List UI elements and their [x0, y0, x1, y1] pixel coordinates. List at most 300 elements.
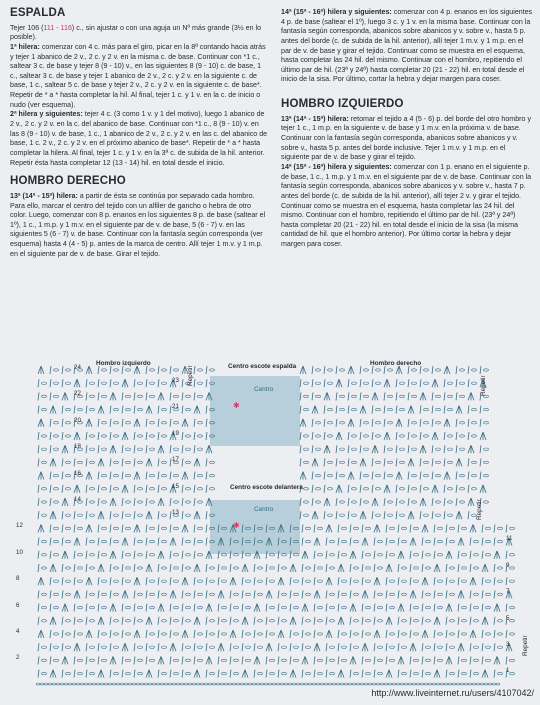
dc-stitch — [242, 577, 243, 585]
foundation-chain — [456, 683, 460, 685]
dc-stitch — [506, 630, 507, 638]
chain-stitch — [354, 620, 359, 622]
fan-stitch — [122, 432, 128, 440]
foundation-chain — [184, 683, 188, 685]
chain-stitch — [424, 461, 429, 463]
chain-stitch — [426, 672, 431, 674]
dc-stitch — [396, 432, 397, 440]
dc-stitch — [134, 538, 135, 546]
dc-stitch — [446, 590, 447, 598]
dc-stitch — [372, 432, 373, 440]
chain-stitch — [304, 395, 309, 397]
foundation-chain — [380, 683, 384, 685]
dc-stitch — [470, 656, 471, 664]
dc-stitch — [372, 485, 373, 493]
foundation-chain — [276, 683, 280, 685]
dc-stitch — [146, 485, 147, 493]
foundation-chain — [472, 683, 476, 685]
fan-stitch — [408, 458, 414, 466]
fan-stitch — [86, 419, 92, 427]
fan-stitch — [182, 577, 188, 585]
fan-stitch — [326, 630, 332, 638]
dc-stitch — [444, 392, 445, 400]
dc-stitch — [122, 604, 123, 612]
fan-stitch — [494, 604, 500, 612]
dc-stitch — [170, 511, 171, 519]
chain-stitch — [90, 540, 95, 542]
chain-stitch — [42, 567, 47, 569]
chain-stitch — [210, 593, 215, 595]
chain-stitch — [138, 408, 143, 410]
dc-stitch — [158, 524, 159, 532]
chain-stitch — [364, 395, 369, 397]
chain-stitch — [316, 422, 321, 424]
dc-stitch — [420, 406, 421, 414]
dc-stitch — [110, 590, 111, 598]
dc-stitch — [62, 472, 63, 480]
chain-stitch — [102, 488, 107, 490]
dc-stitch — [50, 485, 51, 493]
chain-stitch — [400, 501, 405, 503]
chain-stitch — [390, 633, 395, 635]
dc-stitch — [134, 617, 135, 625]
dc-stitch — [336, 498, 337, 506]
dc-stitch — [182, 485, 183, 493]
dc-stitch — [38, 643, 39, 651]
dc-stitch — [242, 643, 243, 651]
chain-stitch — [126, 501, 131, 503]
fan-stitch — [326, 524, 332, 532]
dc-stitch — [468, 485, 469, 493]
dc-stitch — [254, 564, 255, 572]
dc-stitch — [50, 604, 51, 612]
chain-stitch — [210, 369, 215, 371]
dc-stitch — [134, 511, 135, 519]
chain-stitch — [174, 527, 179, 529]
chain-stitch — [342, 606, 347, 608]
chain-stitch — [448, 514, 453, 516]
chain-stitch — [306, 593, 311, 595]
dc-stitch — [384, 511, 385, 519]
fan-stitch — [86, 630, 92, 638]
chain-stitch — [376, 514, 381, 516]
dc-stitch — [170, 577, 171, 585]
foundation-chain — [340, 683, 344, 685]
chain-stitch — [90, 488, 95, 490]
fan-stitch — [458, 643, 464, 651]
dc-stitch — [348, 511, 349, 519]
dc-stitch — [336, 406, 337, 414]
foundation-chain — [372, 683, 376, 685]
foundation-chain — [216, 683, 220, 685]
dc-stitch — [384, 419, 385, 427]
chain-stitch — [412, 382, 417, 384]
chain-stitch — [438, 633, 443, 635]
chain-stitch — [174, 620, 179, 622]
fan-stitch — [494, 551, 500, 559]
foundation-chain — [112, 683, 116, 685]
chain-stitch — [436, 514, 441, 516]
chain-stitch — [198, 395, 203, 397]
fan-stitch — [98, 670, 104, 678]
foundation-chain — [248, 683, 252, 685]
fan-stitch — [386, 670, 392, 678]
chain-stitch — [448, 382, 453, 384]
fan-stitch — [372, 445, 378, 453]
dc-stitch — [408, 419, 409, 427]
dc-stitch — [230, 590, 231, 598]
dc-stitch — [348, 432, 349, 440]
dc-stitch — [194, 472, 195, 480]
chain-stitch — [198, 580, 203, 582]
chain-stitch — [376, 488, 381, 490]
dc-stitch — [444, 511, 445, 519]
chain-stitch — [66, 422, 71, 424]
dc-stitch — [494, 643, 495, 651]
chain-stitch — [426, 659, 431, 661]
dc-stitch — [384, 458, 385, 466]
fan-stitch — [122, 379, 128, 387]
chain-stitch — [474, 540, 479, 542]
chain-stitch — [400, 514, 405, 516]
row-number: 19 — [172, 429, 179, 437]
fan-stitch — [98, 406, 104, 414]
dc-stitch — [146, 498, 147, 506]
chain-stitch — [354, 580, 359, 582]
chain-stitch — [484, 448, 489, 450]
chain-stitch — [448, 435, 453, 437]
chain-stitch — [294, 633, 299, 635]
dc-stitch — [396, 498, 397, 506]
fan-stitch — [482, 617, 488, 625]
chain-stitch — [54, 540, 59, 542]
dc-stitch — [314, 670, 315, 678]
dc-stitch — [324, 472, 325, 480]
chain-stitch — [352, 448, 357, 450]
fan-stitch — [470, 524, 476, 532]
dc-stitch — [206, 472, 207, 480]
dc-stitch — [110, 366, 111, 374]
chain-stitch — [114, 514, 119, 516]
dc-stitch — [422, 604, 423, 612]
foundation-chain — [88, 683, 92, 685]
foundation-chain — [252, 683, 256, 685]
dc-stitch — [456, 379, 457, 387]
fan-stitch — [242, 670, 248, 678]
chain-stitch — [222, 567, 227, 569]
row1-paragraph: 1ª hilera: comenzar con 4 c. más para el giro, picar en la 8ª contando hacia atrás y tejer 1 abanico de 2 v., 2 c. y 2 v. en la misma c. de base. Continuar con *1 c., saltear 3 c. de base y tejer 8 (9 - 10) v., en las siguientes 8 (9 - 10) c. de base, 1 c., saltear 3 c. de base y tejer 1 abanico de 2 v., 2 c. y 2 v. en la siguiente c. de base, 1 c., saltear 5 c. de base y tejer 2 v., 2 c. y 2 v. en la siguiente c. de base*. Repetir de * a * hasta completar la hil. Al final, tejer 1 c. y 1 v. en la c. de inicio o nudo (ver esquema). — [10, 42, 266, 109]
chain-stitch — [114, 567, 119, 569]
chain-stitch — [484, 422, 489, 424]
chain-stitch — [436, 369, 441, 371]
dc-stitch — [434, 590, 435, 598]
fan-stitch — [74, 538, 80, 546]
dc-stitch — [386, 656, 387, 664]
dc-stitch — [86, 379, 87, 387]
dc-stitch — [350, 630, 351, 638]
chain-stitch — [472, 461, 477, 463]
dc-stitch — [422, 551, 423, 559]
chain-stitch — [54, 422, 59, 424]
repetir-right-top: Repetir — [480, 375, 487, 396]
chain-stitch — [246, 659, 251, 661]
dc-stitch — [494, 590, 495, 598]
chain-stitch — [510, 580, 515, 582]
dc-stitch — [50, 551, 51, 559]
dc-stitch — [422, 670, 423, 678]
foundation-chain — [396, 683, 400, 685]
chain-stitch — [460, 395, 465, 397]
fan-stitch — [444, 472, 450, 480]
chain-stitch — [186, 646, 191, 648]
foundation-chain — [92, 683, 96, 685]
dc-stitch — [470, 604, 471, 612]
dc-stitch — [74, 577, 75, 585]
chain-stitch — [126, 474, 131, 476]
fan-stitch — [482, 670, 488, 678]
chain-stitch — [402, 672, 407, 674]
chain-stitch — [186, 672, 191, 674]
fan-stitch — [408, 406, 414, 414]
chain-stitch — [498, 593, 503, 595]
dc-stitch — [134, 445, 135, 453]
dc-stitch — [122, 670, 123, 678]
chain-stitch — [150, 369, 155, 371]
dc-stitch — [384, 472, 385, 480]
chain-stitch — [510, 554, 515, 556]
fan-stitch — [434, 564, 440, 572]
dc-stitch — [494, 617, 495, 625]
foundation-chain — [356, 683, 360, 685]
right-row14-paragraph: 14ª (15ª - 16ª) hilera y siguientes: comenzar con 4 p. enanos en los siguientes 4 p. de base (saltear el 1º), luego 3 c. y 1 v. en la misma base. Continuar con la fantasía según corresponda, abanicos sobre abanicos y v. sobre v., hasta 5 p. antes del borde (c. de subida de la hil. anterior), allí tejer 1 m.v. y 1 m.p. en el par de v. de base y girar el tejido. Continuar como se muestra en el esquema, hasta completar las 24 hil. del mismo. Continuar con el hombro, repitiendo el último par de hil. (23ª y 24ª) hasta completar 20 (21 - 22) hil. en total desde el inicio de la sisa. Por último, cortar la hebra y dejar margen para coser. — [281, 8, 533, 84]
chain-stitch — [426, 593, 431, 595]
chain-stitch — [472, 435, 477, 437]
chain-stitch — [54, 527, 59, 529]
dc-stitch — [194, 432, 195, 440]
foundation-chain — [180, 683, 184, 685]
dc-stitch — [482, 524, 483, 532]
chain-stitch — [388, 408, 393, 410]
chain-stitch — [460, 448, 465, 450]
foundation-chain — [256, 683, 260, 685]
chain-stitch — [352, 514, 357, 516]
dc-stitch — [420, 472, 421, 480]
foundation-chain — [272, 683, 276, 685]
chain-stitch — [498, 527, 503, 529]
chain-stitch — [450, 593, 455, 595]
dc-stitch — [348, 458, 349, 466]
chain-stitch — [340, 474, 345, 476]
dc-stitch — [314, 630, 315, 638]
chain-stitch — [438, 554, 443, 556]
dc-stitch — [312, 485, 313, 493]
chain-stitch — [378, 659, 383, 661]
chain-stitch — [174, 672, 179, 674]
dc-stitch — [456, 485, 457, 493]
dc-stitch — [110, 432, 111, 440]
foundation-chain — [240, 683, 244, 685]
chain-stitch — [316, 435, 321, 437]
foundation-chain — [436, 683, 440, 685]
dc-stitch — [468, 458, 469, 466]
chain-stitch — [42, 408, 47, 410]
dc-stitch — [386, 630, 387, 638]
chain-stitch — [54, 580, 59, 582]
chain-stitch — [66, 461, 71, 463]
foundation-chain — [324, 683, 328, 685]
chain-stitch — [138, 501, 143, 503]
dc-stitch — [74, 458, 75, 466]
foundation-chain — [476, 683, 480, 685]
dc-stitch — [374, 564, 375, 572]
chain-stitch — [462, 606, 467, 608]
label-centro-top: Centro — [254, 386, 274, 393]
chain-stitch — [424, 408, 429, 410]
foundation-chain — [440, 683, 444, 685]
dc-stitch — [146, 432, 147, 440]
fan-stitch — [38, 630, 44, 638]
chain-stitch — [174, 448, 179, 450]
foundation-chain — [224, 683, 228, 685]
chain-stitch — [234, 659, 239, 661]
dc-stitch — [326, 538, 327, 546]
chain-stitch — [484, 501, 489, 503]
dc-stitch — [432, 498, 433, 506]
dc-stitch — [134, 498, 135, 506]
fan-stitch — [134, 630, 140, 638]
dc-stitch — [422, 538, 423, 546]
fan-stitch — [386, 617, 392, 625]
fan-stitch — [420, 498, 426, 506]
fan-stitch — [38, 366, 44, 374]
chain-stitch — [54, 448, 59, 450]
foundation-chain — [208, 683, 212, 685]
chain-stitch — [402, 567, 407, 569]
dc-stitch — [206, 538, 207, 546]
chain-stitch — [198, 448, 203, 450]
chain-stitch — [78, 580, 83, 582]
foundation-chain — [292, 683, 296, 685]
fan-stitch — [230, 577, 236, 585]
dc-stitch — [134, 656, 135, 664]
chain-stitch — [138, 646, 143, 648]
dc-stitch — [170, 604, 171, 612]
dc-stitch — [38, 656, 39, 664]
chain-stitch — [162, 422, 167, 424]
chain-stitch — [474, 593, 479, 595]
chain-stitch — [342, 580, 347, 582]
dc-stitch — [396, 392, 397, 400]
chain-stitch — [210, 646, 215, 648]
dc-stitch — [312, 419, 313, 427]
chain-stitch — [450, 580, 455, 582]
dc-stitch — [86, 564, 87, 572]
dc-stitch — [98, 366, 99, 374]
row-number: 24 — [74, 364, 81, 371]
chain-stitch — [258, 672, 263, 674]
dc-stitch — [420, 458, 421, 466]
chain-stitch — [364, 501, 369, 503]
dc-stitch — [278, 617, 279, 625]
dc-stitch — [86, 445, 87, 453]
foundation-chain — [40, 683, 44, 685]
chain-stitch — [486, 606, 491, 608]
chain-stitch — [162, 461, 167, 463]
dc-stitch — [338, 538, 339, 546]
chain-stitch — [66, 646, 71, 648]
chain-stitch — [306, 540, 311, 542]
dc-stitch — [38, 458, 39, 466]
fan-stitch — [98, 617, 104, 625]
foundation-chain — [280, 683, 284, 685]
chain-stitch — [400, 461, 405, 463]
chain-stitch — [402, 646, 407, 648]
dc-stitch — [62, 432, 63, 440]
chain-stitch — [126, 633, 131, 635]
foundation-chain — [300, 683, 304, 685]
fan-stitch — [374, 524, 380, 532]
dc-stitch — [314, 617, 315, 625]
chain-stitch — [304, 448, 309, 450]
dc-stitch — [134, 379, 135, 387]
fan-stitch — [312, 406, 318, 414]
chain-stitch — [114, 488, 119, 490]
dc-stitch — [468, 472, 469, 480]
fan-stitch — [444, 366, 450, 374]
label-hombro-izquierdo: Hombro izquierdo — [96, 360, 151, 367]
chain-stitch — [412, 422, 417, 424]
dc-stitch — [110, 538, 111, 546]
dc-stitch — [422, 590, 423, 598]
chain-stitch — [90, 448, 95, 450]
foundation-chain — [144, 683, 148, 685]
dc-stitch — [182, 551, 183, 559]
dc-stitch — [62, 630, 63, 638]
chain-stitch — [210, 474, 215, 476]
dc-stitch — [398, 538, 399, 546]
dc-stitch — [122, 511, 123, 519]
dc-stitch — [362, 564, 363, 572]
dc-stitch — [158, 406, 159, 414]
fan-stitch — [360, 458, 366, 466]
dc-stitch — [336, 392, 337, 400]
dc-stitch — [38, 392, 39, 400]
dc-stitch — [266, 577, 267, 585]
dc-stitch — [312, 379, 313, 387]
chain-stitch — [282, 646, 287, 648]
chain-stitch — [198, 382, 203, 384]
dc-stitch — [182, 617, 183, 625]
chain-stitch — [448, 461, 453, 463]
dc-stitch — [230, 604, 231, 612]
row-number: 8 — [16, 575, 20, 583]
fan-stitch — [50, 564, 56, 572]
dc-stitch — [122, 458, 123, 466]
chain-stitch — [246, 580, 251, 582]
dc-stitch — [206, 670, 207, 678]
chain-stitch — [354, 527, 359, 529]
fan-stitch — [446, 656, 452, 664]
chain-stitch — [330, 554, 335, 556]
chain-stitch — [162, 580, 167, 582]
chain-stitch — [390, 606, 395, 608]
chain-stitch — [402, 580, 407, 582]
row-number: 22 — [74, 390, 81, 398]
chain-stitch — [412, 435, 417, 437]
dc-stitch — [134, 392, 135, 400]
chain-stitch — [114, 646, 119, 648]
fan-stitch — [314, 590, 320, 598]
